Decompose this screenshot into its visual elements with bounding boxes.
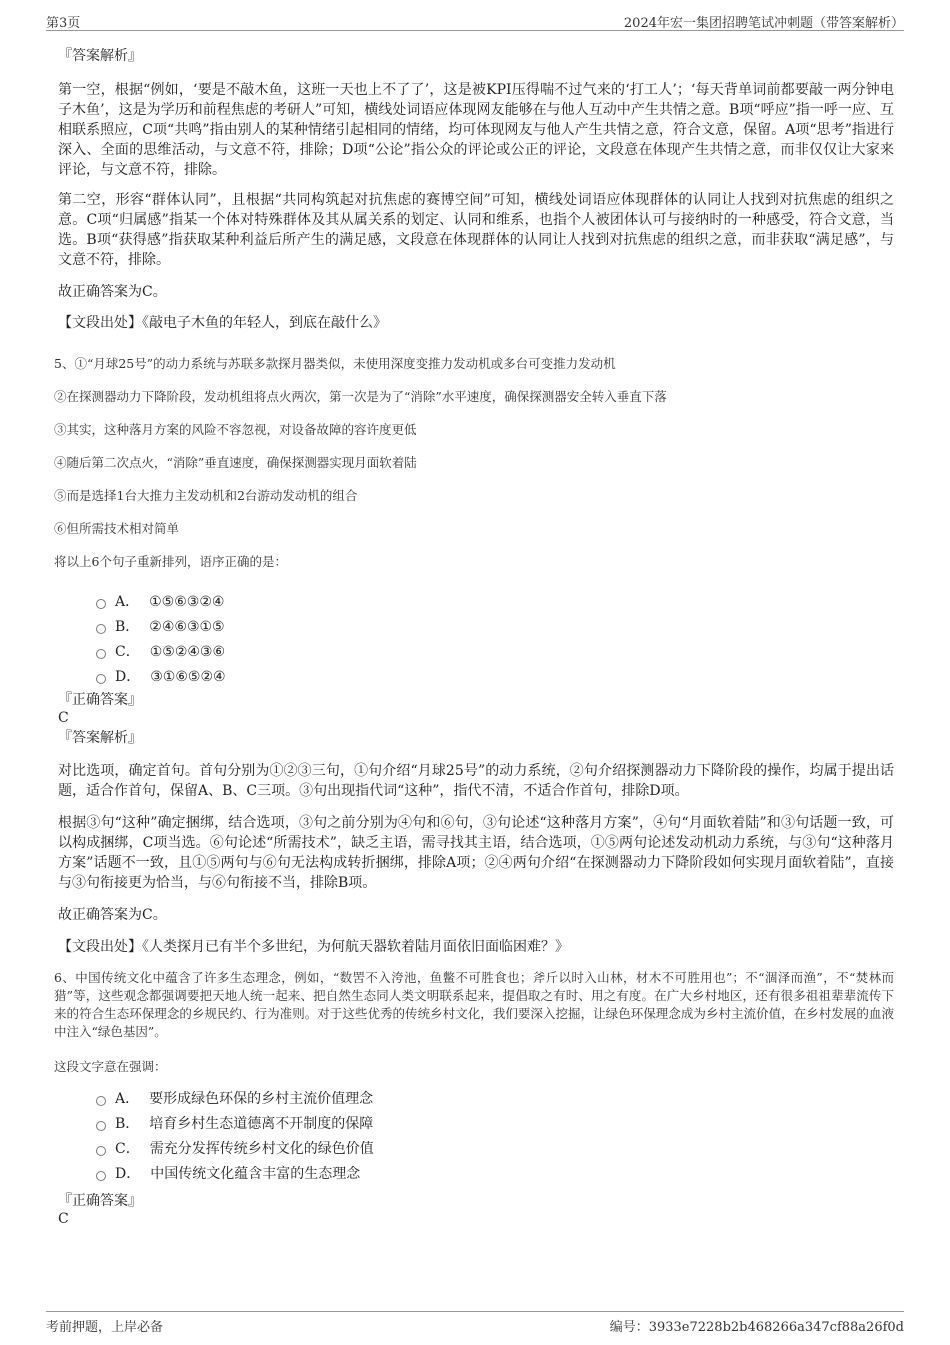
analysis-tag: 『答案解析』 <box>58 730 142 746</box>
option-b[interactable] <box>96 1111 894 1136</box>
conclusion-text: 故正确答案为C。 <box>58 284 167 300</box>
option-text: 需充分发挥传统乡村文化的绿色价值 <box>149 1140 374 1157</box>
sentence-item: ④随后第二次点火，“消除”垂直速度，确保探测器实现月面软着陆 <box>54 455 417 470</box>
page-content <box>54 46 894 1228</box>
answer-tag: 『正确答案』 <box>58 692 142 708</box>
option-text: 中国传统文化蕴含丰富的生态理念 <box>150 1165 361 1182</box>
option-c[interactable] <box>96 1136 894 1161</box>
option-text: ①⑤②④③⑥ <box>149 643 226 660</box>
option-letter: A． <box>115 593 140 610</box>
option-text: ③①⑥⑤②④ <box>150 668 226 685</box>
sentence-item: 5、①“月球25号”的动力系统与苏联多款探月器类似，未使用深度变推力发动机或多台可变推力发动机 <box>54 356 616 371</box>
radio-icon[interactable] <box>96 649 106 659</box>
radio-icon[interactable] <box>96 599 106 609</box>
radio-icon[interactable] <box>96 1096 106 1106</box>
option-b[interactable] <box>96 614 894 639</box>
option-letter: C． <box>115 1140 140 1157</box>
answer-value: C <box>58 1211 69 1227</box>
analysis-paragraph: 第一空，根据“例如，‘要是不敲木鱼，这班一天也上不了了’，这是被KPI压得喘不过气来的‘打工人’；‘每天背单词前都要敲一两分钟电子木鱼’，这是为学历和前程焦虑的考研人”可知，横线处词语应体现网友能够在与他人互动中产生共情之意。B项“呼应”指一呼一应、互相联系照应，C项“共鸣”指由别人的某种情绪引起相同的情绪，均可体现网友与他人产生共情之意，符合文意，保留。A项“思考”指进行深入、全面的思维活动，与文意不符，排除；D项“公论”指公众的评论或公正的评论，文段意在体现产生共情之意，而非仅仅让大家来评论，与文意不符，排除。 <box>58 82 894 178</box>
option-c[interactable] <box>96 639 894 664</box>
option-letter: B． <box>115 1115 140 1132</box>
analysis-tag: 『答案解析』 <box>58 48 142 64</box>
option-text: ①⑤⑥③②④ <box>149 593 225 610</box>
page-number: 第3页 <box>46 16 81 31</box>
option-letter: A． <box>115 1090 140 1107</box>
answer-value: C <box>58 710 69 726</box>
sentence-item: ③其实，这种落月方案的风险不容忽视，对设备故障的容许度更低 <box>54 422 417 437</box>
sentence-item: ⑥但所需技术相对简单 <box>54 521 180 536</box>
option-letter: D． <box>115 1165 141 1182</box>
question-6-text: 6、中国传统文化中蕴含了许多生态理念，例如，“数罟不入洿池，鱼鳖不可胜食也；斧斤以时入山林，材木不可胜用也”；不“涸泽而渔”，不“焚林而猎”等，这些观念都强调要把天地人统一起来、把自然生态同人类文明联系起来，提倡取之有时、用之有度。在广大乡村地区，还有很多祖祖辈辈流传下来的符合生态环保理念的乡规民约、行为准则。对于这些优秀的传统乡村文化，我们要深入挖掘，让绿色环保理念成为乡村主流价值，在乡村发展的血液中注入“绿色基因”。 <box>54 970 894 1039</box>
option-d[interactable] <box>96 1161 894 1186</box>
option-text: ②④⑥③①⑤ <box>149 618 225 635</box>
conclusion-text: 故正确答案为C。 <box>58 907 167 923</box>
footer-slogan: 考前押题，上岸必备 <box>46 1320 164 1335</box>
options-list <box>96 589 894 689</box>
document-id: 编号：3933e7228b2b468266a347cf88a26f0d <box>609 1320 904 1335</box>
option-a[interactable] <box>96 589 894 614</box>
option-a[interactable] <box>96 1086 894 1111</box>
question-prompt: 将以上6个句子重新排列，语序正确的是： <box>54 554 287 569</box>
option-letter: B． <box>115 618 140 635</box>
page-footer <box>46 1311 904 1336</box>
question-5 <box>54 355 894 571</box>
analysis-paragraph: 第二空，形容“群体认同”，且根据“共同构筑起对抗焦虑的赛博空间”可知，横线处词语应体现群体的认同让人找到对抗焦虑的组织之意。C项“归属感”指某一个体对特殊群体及其从属关系的划定、认同和维系，也指个人被团体认可与接纳时的一种感受，符合文意，当选。B项“获得感”指获取某种利益后所产生的满足感，文段意在体现群体的认同让人找到对抗焦虑的组织之意，而非获取“满足感”，与文意不符，排除。 <box>58 192 894 268</box>
page-header <box>46 10 904 31</box>
answer-tag: 『正确答案』 <box>58 1193 142 1209</box>
analysis-paragraph: 根据③句“这种”确定捆绑，结合选项，③句之前分别为④句和⑥句，③句论述“这种落月方案”，④句“月面软着陆”和③句话题一致，可以构成捆绑，C项当选。⑥句论述“所需技术”，缺乏主语，需寻找其主语，结合选项，①⑤两句论述发动机动力系统，与③句“这种落月方案”话题不一致，且①⑤两句与⑥句无法构成转折捆绑，排除A项；②④两句介绍“在探测器动力下降阶段如何实现月面软着陆”，直接与③句衔接更为恰当，与⑥句衔接不当，排除B项。 <box>58 815 894 891</box>
question-prompt: 这段文字意在强调： <box>54 1059 167 1074</box>
radio-icon[interactable] <box>96 1121 106 1131</box>
option-d[interactable] <box>96 664 894 689</box>
sentence-item: ⑤而是选择1台大推力主发动机和2台游动发动机的组合 <box>54 488 358 503</box>
analysis-paragraph: 对比选项，确定首句。首句分别为①②③三句，①句介绍“月球25号”的动力系统，②句介绍探测器动力下降阶段的操作，均属于提出话题，适合作首句，保留A、B、C三项。③句出现指代词“这种”，指代不清，不适合作首句，排除D项。 <box>58 763 894 799</box>
option-letter: C． <box>115 643 140 660</box>
sentence-item: ②在探测器动力下降阶段，发动机组将点火两次，第一次是为了“消除”水平速度，确保探测器安全转入垂直下落 <box>54 389 667 404</box>
option-text: 要形成绿色环保的乡村主流价值理念 <box>149 1090 374 1107</box>
source-citation: 【文段出处】《人类探月已有半个多世纪，为何航天器软着陆月面依旧面临困难？》 <box>58 939 569 955</box>
radio-icon[interactable] <box>96 1146 106 1156</box>
radio-icon[interactable] <box>96 624 106 634</box>
source-citation: 【文段出处】《敲电子木鱼的年轻人，到底在敲什么》 <box>58 315 387 331</box>
option-text: 培育乡村生态道德离不开制度的保障 <box>149 1115 374 1132</box>
radio-icon[interactable] <box>96 674 106 684</box>
options-list <box>96 1086 894 1186</box>
option-letter: D． <box>115 668 141 685</box>
document-title: 2024年宏一集团招聘笔试冲刺题（带答案解析） <box>623 16 904 31</box>
radio-icon[interactable] <box>96 1171 106 1181</box>
